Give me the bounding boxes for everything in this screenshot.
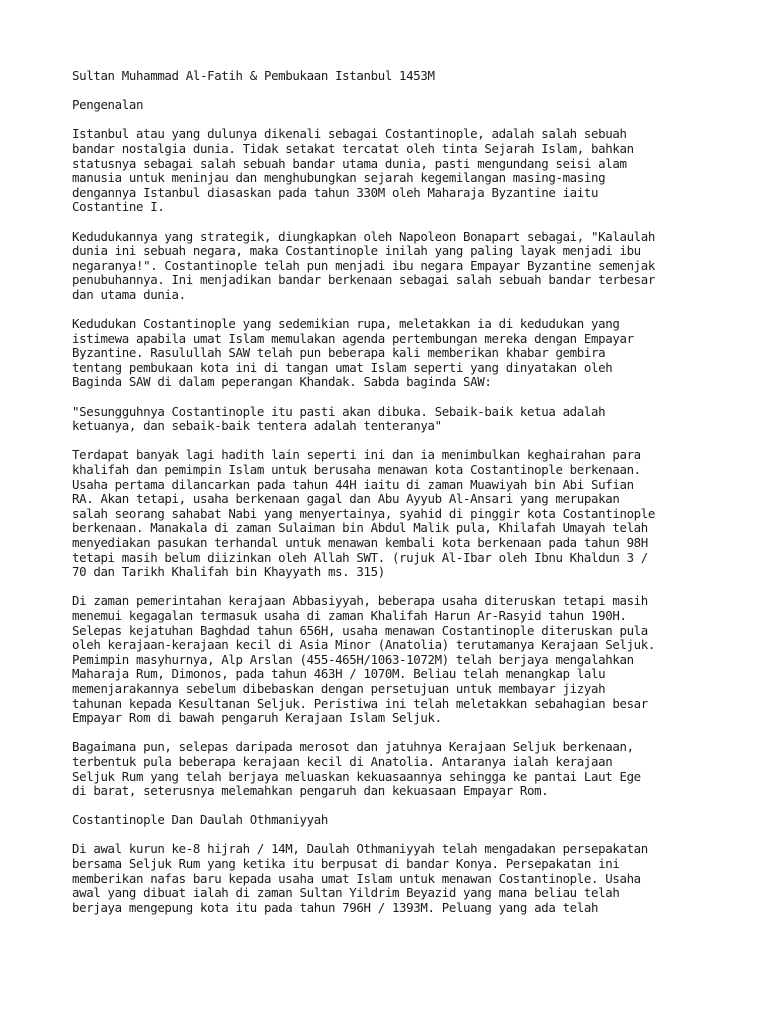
paragraph-line: Costantine I.: [72, 199, 165, 215]
paragraph-line: Pemimpin masyhurnya, Alp Arslan (455-465H/1063-1072M) telah berjaya mengalahkan: [72, 651, 634, 667]
paragraph-spacer: [72, 215, 712, 230]
paragraph-line: Selepas kejatuhan Baghdad tahun 656H, usaha menawan Costantinople diteruskan pula: [72, 622, 648, 638]
paragraph-line: salah seorang sahabat Nabi yang menyertainya, syahid di pinggir kota Costantinople: [72, 505, 656, 521]
paragraph-spacer: [72, 303, 712, 318]
paragraph-spacer: [72, 84, 712, 99]
paragraph-line: istimewa apabila umat Islam memulakan agenda pertembungan mereka dengan Empayar: [72, 330, 634, 346]
paragraph-line: berkenaan. Manakala di zaman Sulaiman bin Abdul Malik pula, Khilafah Umayah telah: [72, 520, 648, 536]
paragraph-spacer: [72, 828, 712, 843]
paragraph-line: di barat, seterusnya melemahkan pengaruh dan kekuasaan Empayar Rom.: [72, 783, 549, 799]
paragraph-line: dunia ini sebuah negara, maka Costantinople inilah yang paling layak menjadi ibu: [72, 243, 641, 259]
paragraph-line: Kedudukan Costantinople yang sedemikian rupa, meletakkan ia di kedudukan yang: [72, 316, 620, 332]
paragraph-line: Maharaja Rum, Dimonos, pada tahun 463H / 1070M. Beliau telah menangkap lalu: [72, 666, 606, 682]
paragraph-line: tahunan kepada Kesultanan Seljuk. Peristiwa ini telah meletakkan sebahagian besar: [72, 695, 648, 711]
paragraph-line: dan utama dunia.: [72, 286, 186, 302]
paragraph-line: Empayar Rom di bawah pengaruh Kerajaan Islam Seljuk.: [72, 710, 442, 726]
paragraph: [72, 230, 712, 303]
paragraph-line: manusia untuk meninjau dan menghubungkan sejarah kegemilangan masing-masing: [72, 170, 606, 186]
paragraph: [72, 127, 712, 215]
paragraph-line: menemui kegagalan termasuk usaha di zaman Khalifah Harun Ar-Rasyid tahun 190H.: [72, 607, 627, 623]
paragraph-line: tetapi masih belum diizinkan oleh Allah SWT. (rujuk Al-Ibar oleh Ibnu Khaldun 3 /: [72, 549, 648, 565]
paragraph-line: Kedudukannya yang strategik, diungkapkan oleh Napoleon Bonapart sebagai, "Kalaulah: [72, 228, 656, 244]
paragraph-line: bandar nostalgia dunia. Tidak setakat tercatat oleh tinta Sejarah Islam, bahkan: [72, 140, 634, 156]
paragraph-spacer: [72, 390, 712, 405]
paragraph-line: terbentuk pula beberapa kerajaan kecil di Anatolia. Antaranya ialah kerajaan: [72, 753, 613, 769]
document-body: [72, 84, 712, 916]
document-title: Sultan Muhammad Al-Fatih & Pembukaan Istanbul 1453M: [72, 68, 435, 83]
paragraph-line: menyediakan pasukan terhandal untuk menawan kembali kota berkenaan pada tahun 98H: [72, 535, 648, 550]
paragraph-line: awal yang dibuat ialah di zaman Sultan Yildrim Beyazid yang mana beliau telah: [72, 885, 620, 901]
paragraph-line: khalifah dan pemimpin Islam untuk berusaha menawan kota Costantinople berkenaan.: [72, 462, 641, 478]
paragraph-line: "Sesungguhnya Costantinople itu pasti akan dibuka. Sebaik-baik ketua adalah: [72, 403, 606, 419]
paragraph-line: memberikan nafas baru kepada usaha umat Islam untuk menawan Costantinople. Usaha: [72, 870, 641, 886]
paragraph-line: Di awal kurun ke-8 hijrah / 14M, Daulah Othmaniyyah telah mengadakan persepakatan: [72, 841, 648, 857]
paragraph-line: oleh kerajaan-kerajaan kecil di Asia Minor (Anatolia) terutamanya Kerajaan Seljuk.: [72, 637, 656, 653]
paragraph-line: Byzantine. Rasulullah SAW telah pun beberapa kali memberikan khabar gembira: [72, 345, 606, 361]
paragraph-line: tentang pembukaan kota ini di tangan umat Islam seperti yang dinyatakan oleh: [72, 359, 613, 375]
heading-text: Costantinople Dan Daulah Othmaniyyah: [72, 812, 328, 828]
paragraph: [72, 842, 712, 915]
paragraph-line: Terdapat banyak lagi hadith lain seperti ini dan ia menimbulkan keghairahan para: [72, 447, 641, 463]
paragraph: [72, 740, 712, 798]
paragraph-line: RA. Akan tetapi, usaha berkenaan gagal dan Abu Ayyub Al-Ansari yang merupakan: [72, 491, 620, 507]
section-heading: [72, 813, 712, 828]
paragraph-line: Di zaman pemerintahan kerajaan Abbasiyyah, beberapa usaha diteruskan tetapi masih: [72, 593, 648, 609]
paragraph-line: negaranya!". Costantinople telah pun menjadi ibu negara Empayar Byzantine semenjak: [72, 257, 656, 273]
paragraph-spacer: [72, 799, 712, 814]
paragraph-spacer: [72, 113, 712, 128]
paragraph-line: Seljuk Rum yang telah berjaya meluaskan kekuasaannya sehingga ke pantai Laut Ege: [72, 768, 641, 784]
paragraph-line: ketuanya, dan sebaik-baik tentera adalah tenteranya": [72, 418, 442, 434]
paragraph-line: statusnya sebagai salah sebuah bandar utama dunia, pasti mengundang seisi alam: [72, 155, 627, 171]
document-page: [72, 69, 712, 915]
paragraph-line: 70 dan Tarikh Khalifah bin Khayyath ms. 315): [72, 564, 385, 580]
paragraph: [72, 448, 712, 579]
paragraph-spacer: [72, 434, 712, 449]
paragraph-line: Baginda SAW di dalam peperangan Khandak. Sabda baginda SAW:: [72, 374, 492, 390]
paragraph-line: memenjarakannya sebelum dibebaskan dengan persetujuan untuk membayar jizyah: [72, 680, 606, 696]
paragraph-line: Bagaimana pun, selepas daripada merosot dan jatuhnya Kerajaan Seljuk berkenaan,: [72, 739, 634, 755]
paragraph: [72, 594, 712, 725]
paragraph-line: Istanbul atau yang dulunya dikenali sebagai Costantinople, adalah salah sebuah: [72, 126, 627, 142]
heading-text: Pengenalan: [72, 97, 144, 113]
paragraph-line: bersama Seljuk Rum yang ketika itu berpusat di bandar Konya. Persepakatan ini: [72, 856, 620, 872]
paragraph: [72, 405, 712, 434]
paragraph-spacer: [72, 580, 712, 595]
paragraph-line: dengannya Istanbul diasaskan pada tahun 330M oleh Maharaja Byzantine iaitu: [72, 184, 599, 200]
paragraph-line: Usaha pertama dilancarkan pada tahun 44H iaitu di zaman Muawiyah bin Abi Sufian: [72, 476, 634, 492]
paragraph-line: penubuhannya. Ini menjadikan bandar berkenaan sebagai salah sebuah bandar terbesar: [72, 272, 656, 288]
paragraph-line: berjaya mengepung kota itu pada tahun 796H / 1393M. Peluang yang ada telah: [72, 899, 599, 915]
section-heading: [72, 98, 712, 113]
paragraph-spacer: [72, 726, 712, 741]
paragraph: [72, 317, 712, 390]
